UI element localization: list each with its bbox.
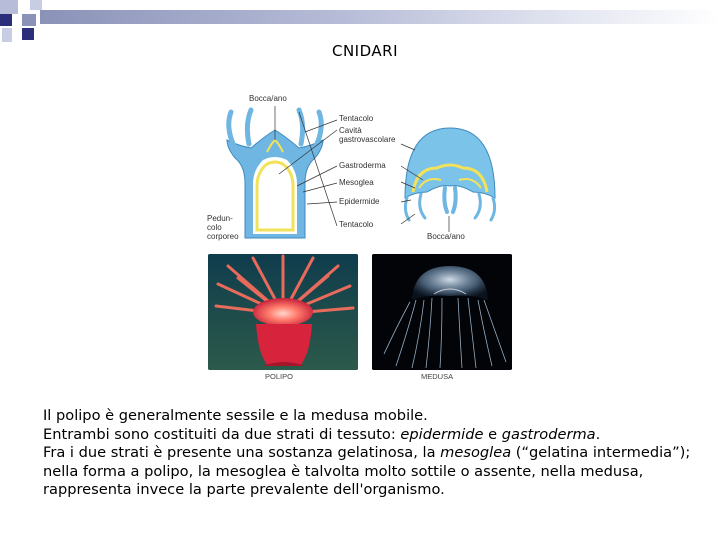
label-tentacolo-top: Tentacolo	[339, 114, 374, 123]
deco-square	[12, 14, 22, 24]
medusa-photo-art	[372, 254, 512, 370]
text-span: Fra i due strati è presente una sostanza gelatinosa, la	[43, 444, 441, 461]
label-mesoglea: Mesoglea	[339, 178, 374, 187]
deco-square	[0, 0, 18, 14]
text-span: .	[595, 425, 601, 443]
label-tentacolo-bottom: Tentacolo	[339, 220, 374, 229]
deco-square	[22, 14, 36, 26]
deco-square	[0, 14, 12, 26]
medusa-diagram	[405, 128, 495, 220]
deco-square	[30, 0, 42, 10]
label-gastroderma: Gastroderma	[339, 161, 386, 170]
term-epidermide: epidermide	[400, 425, 484, 443]
deco-square	[22, 28, 34, 40]
text-span: (“gelatina intermedia”); nella forma a polipo, la mesoglea è talvolta molto sottile o assente, nella medusa, rappresenta invece la parte prevalente dell'organismo.	[43, 444, 691, 498]
medusa-photo	[372, 254, 512, 370]
caption-medusa: MEDUSA	[421, 372, 454, 381]
term-gastroderma: gastroderma	[501, 425, 596, 443]
caption-polipo: POLIPO	[265, 372, 293, 381]
cnidaria-figure	[205, 88, 515, 388]
deco-square	[2, 28, 12, 42]
label-bocca-ano-top: Bocca/ano	[249, 94, 287, 103]
label-bocca-ano-bottom: Bocca/ano	[427, 232, 465, 241]
term-mesoglea: mesoglea	[440, 444, 512, 461]
text-line-3	[43, 444, 703, 500]
text-span: e	[483, 425, 502, 443]
label-epidermide: Epidermide	[339, 197, 380, 206]
polyp-photo-art	[208, 254, 358, 370]
deco-square	[18, 0, 28, 10]
label-peduncolo-corporeo: Pedun- colo corporeo	[207, 214, 239, 241]
header-gradient-bar	[40, 10, 720, 24]
label-cavita-gastrovascolare: Cavità gastrovascolare	[339, 126, 396, 144]
text-span: Entrambi sono costituiti da due strati di tessuto:	[43, 425, 401, 443]
polyp-photo	[208, 254, 358, 370]
text-line-1: Il polipo è generalmente sessile e la medusa mobile.	[43, 407, 428, 424]
text-line-2	[43, 426, 703, 445]
slide-title: CNIDARI	[331, 42, 398, 60]
description-text	[43, 407, 703, 500]
